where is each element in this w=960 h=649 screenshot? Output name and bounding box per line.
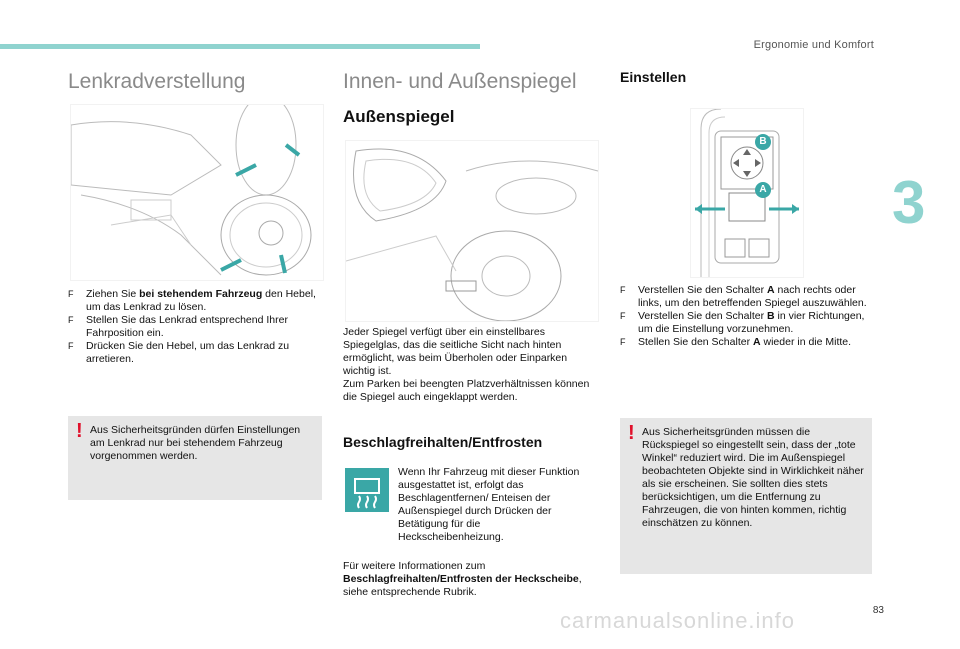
- label-b: B: [755, 134, 771, 150]
- step-text: wieder in die Mitte.: [760, 336, 852, 348]
- more-info-link: Beschlagfreihalten/Entfrosten der Heckscheibe: [343, 573, 579, 585]
- steering-steps: [68, 288, 322, 366]
- step-text: den Hebel, um das Lenkrad zu lösen.: [86, 288, 316, 313]
- mirror-warning-box: [620, 418, 872, 574]
- adjust-title: Einstellen: [620, 69, 687, 85]
- step-text: Verstellen Sie den Schalter: [638, 284, 767, 296]
- mirror-step-3: [620, 336, 872, 349]
- step-bold: A: [767, 284, 775, 296]
- bullet-mark: F: [620, 285, 626, 295]
- defrost-more-info: [343, 560, 593, 599]
- step-text: Ziehen Sie: [86, 288, 140, 300]
- mirror-description: [343, 326, 593, 404]
- steering-adjust-title: Lenkradverstellung: [68, 70, 246, 93]
- defrost-text: Wenn Ihr Fahrzeug mit dieser Funktion ausgestattet ist, erfolgt das Beschlagentfernen/ Enteisen der Außenspiegel durch Drücken der Betätigung für die Heckscheibenheizung.: [398, 466, 580, 543]
- steering-wheel-illustration: [70, 104, 324, 281]
- step-bold: A: [753, 336, 761, 348]
- mirror-step-2: [620, 310, 872, 336]
- more-info-text: , siehe entsprechende Rubrik.: [343, 573, 582, 598]
- bullet-mark: F: [68, 289, 74, 299]
- defrost-title: Beschlagfreihalten/Entfrosten: [343, 434, 543, 450]
- warning-icon: !: [76, 420, 83, 442]
- step-text: Stellen Sie das Lenkrad entsprechend Ihrer Fahrposition ein.: [86, 314, 288, 339]
- rear-defrost-icon: [345, 468, 389, 512]
- mirrors-title: Innen- und Außenspiegel: [343, 70, 577, 93]
- mirror-adjust-steps: [620, 284, 872, 349]
- bullet-mark: F: [68, 341, 74, 351]
- mirror-control-illustration: [690, 108, 804, 278]
- chapter-number: 3: [892, 169, 926, 236]
- watermark: carmanualsonline.info: [560, 608, 796, 633]
- bullet-mark: F: [620, 337, 626, 347]
- bullet-mark: F: [68, 315, 74, 325]
- mirror-para-2: Zum Parken bei beengten Platzverhältnissen können die Spiegel auch eingeklappt werden.: [343, 378, 590, 403]
- step-bold: B: [767, 310, 775, 322]
- mirror-warning-text: Aus Sicherheitsgründen müssen die Rückspiegel so eingestellt sein, dass der „tote Winkel“ reduziert wird. Die im Außenspiegel beobachteten Objekte sind in Wirklichkeit näher als sie erscheinen. Sie sollten dies stets berücksichtigen, um die Entfernung zu Fahrzeugen, die von hinten kommen, richtig einschätzen zu können.: [642, 426, 864, 529]
- warning-icon: !: [628, 422, 635, 444]
- page-number: 83: [872, 605, 884, 616]
- step-bold: bei stehendem Fahrzeug: [139, 288, 263, 300]
- step-text: Verstellen Sie den Schalter: [638, 310, 767, 322]
- label-a: A: [755, 182, 771, 198]
- step-text: in vier Richtungen, um die Einstellung vorzunehmen.: [638, 310, 865, 335]
- mirror-step-1: [620, 284, 872, 310]
- exterior-mirror-illustration: [345, 140, 599, 322]
- step-text: Stellen Sie den Schalter: [638, 336, 753, 348]
- steering-warning-text: Aus Sicherheitsgründen dürfen Einstellungen am Lenkrad nur bei stehendem Fahrzeug vorgenommen werden.: [90, 424, 301, 462]
- more-info-text: Für weitere Informationen zum: [343, 560, 486, 572]
- exterior-mirror-subtitle: Außenspiegel: [343, 107, 455, 126]
- steering-step-3: [68, 340, 322, 366]
- bullet-mark: F: [620, 311, 626, 321]
- step-text: Drücken Sie den Hebel, um das Lenkrad zu arretieren.: [86, 340, 290, 365]
- header-accent-bar: [0, 44, 480, 49]
- step-text: nach rechts oder links, um den betreffenden Spiegel auszuwählen.: [638, 284, 867, 309]
- section-header: Ergonomie und Komfort: [753, 39, 874, 51]
- steering-step-1: [68, 288, 322, 314]
- mirror-para-1: Jeder Spiegel verfügt über ein einstellbares Spiegelglas, das die seitliche Sicht nach hinten ermöglicht, was beim Überholen oder Einparken wichtig ist.: [343, 326, 568, 377]
- steering-warning-box: [68, 416, 322, 500]
- steering-step-2: [68, 314, 322, 340]
